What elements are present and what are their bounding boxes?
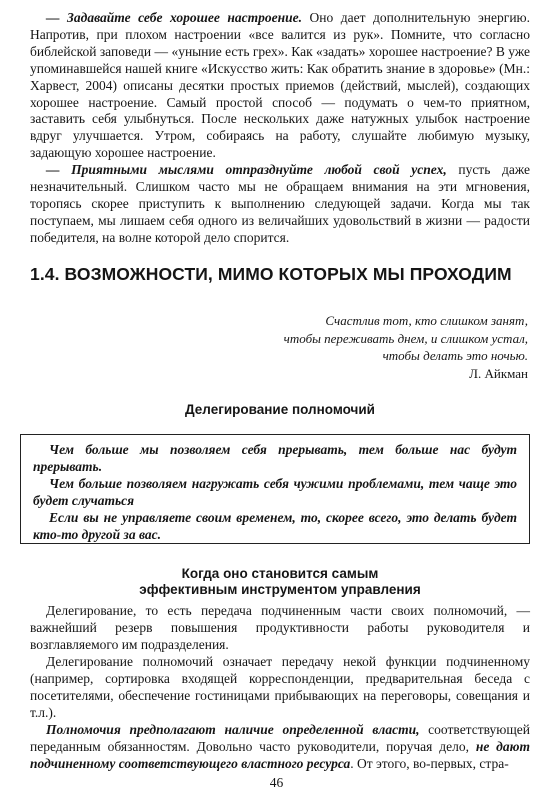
subheading-effective-tool [30, 566, 530, 597]
box-statement: Если вы не управляете своим временем, то, скорее всего, это делать будет кто-то другой за вас. [33, 509, 517, 542]
paragraph-good-mood [30, 10, 530, 162]
section-heading: 1.4. ВОЗМОЖНОСТИ, МИМО КОТОРЫХ МЫ ПРОХОДИМ [30, 264, 512, 284]
paragraph-text: Оно дает дополнительную энергию. Напротив, при плохом настроении «все валится из рук». Помните, что согласно библейской заповеди — «уныние есть грех». Как «задать» хорошее настроение? В уже упоминавшейся нашей книге «Искусство жить: Как обратить знание в здоровье» (Мн.: Харвест, 2004) описаны десятки простых приемов (действий, мыслей), создающих хорошее настроение. Самый простой способ — подумать о чем-то приятном, заставить себя улыбнуться. После нескольких даже натужных улыбок настроение вдруг улучшается. Утром, собираясь на работу, слушайте любимую музыку, задающую хорошее настроение. [30, 10, 530, 161]
paragraph-text: соответствующей переданным обязанностям. Довольно часто руководители, поручая дело, [30, 722, 530, 754]
paragraph-text: пусть даже незначительный. Слишком часто мы не обращаем внимания на эти мгновения, торопясь скорее приступить к выполнению следующей задачи. Когда мы так поступаем, мы лишаем себя одного из величайших удовольствий в жизни — радости победителя, на волне которой дело спорится. [30, 162, 530, 245]
epigraph-line: чтобы делать это ночью. [382, 348, 528, 363]
emphasis: не дают подчиненному соответствующего властного ресурса [30, 738, 530, 771]
box-statement: Чем больше позволяем нагружать себя чужими проблемами, тем чаще это будет случаться [33, 475, 517, 508]
paragraph-authority [30, 722, 530, 773]
paragraph-delegation-function: Делегирование полномочий означает передачу некой функции подчиненному (например, сортировка входящей корреспонденции, предварительная беседа с посетителями, обеспечение гостиницами прибывающих на переговоры, совещания и т.л.). [30, 654, 530, 720]
paragraph-delegation-definition: Делегирование, то есть передача подчиненным части своих полномочий, — важнейший резерв повышения продуктивности работы руководителя и возглавляемого им подразделения. [30, 603, 530, 652]
epigraph-line: чтобы переживать днем, и слишком устал, [283, 330, 528, 346]
epigraph-line: Счастлив тот, кто слишком занят, [325, 313, 528, 328]
paragraph-text: . От этого, во-первых, стра- [350, 755, 509, 771]
paragraph-lead: — Приятными мыслями отпразднуйте любой свой успех, [46, 162, 447, 177]
paragraph-celebrate-success [30, 162, 530, 247]
subheading-delegation: Делегирование полномочий [185, 402, 375, 417]
emphasis: Полномочия предполагают наличие определенной власти, [46, 722, 420, 737]
subheading-line: Когда оно становится самым [181, 566, 379, 581]
highlight-box [20, 434, 530, 544]
subheading-line: эффективным инструментом управления [139, 581, 421, 597]
epigraph-author: Л. Айкман [469, 365, 528, 381]
epigraph [200, 312, 528, 382]
paragraph-lead: — Задавайте себе хорошее настроение. [46, 10, 303, 25]
box-statement: Чем больше мы позволяем себя прерывать, тем больше нас будут прерывать. [33, 442, 517, 474]
page-number: 46 [269, 775, 284, 790]
